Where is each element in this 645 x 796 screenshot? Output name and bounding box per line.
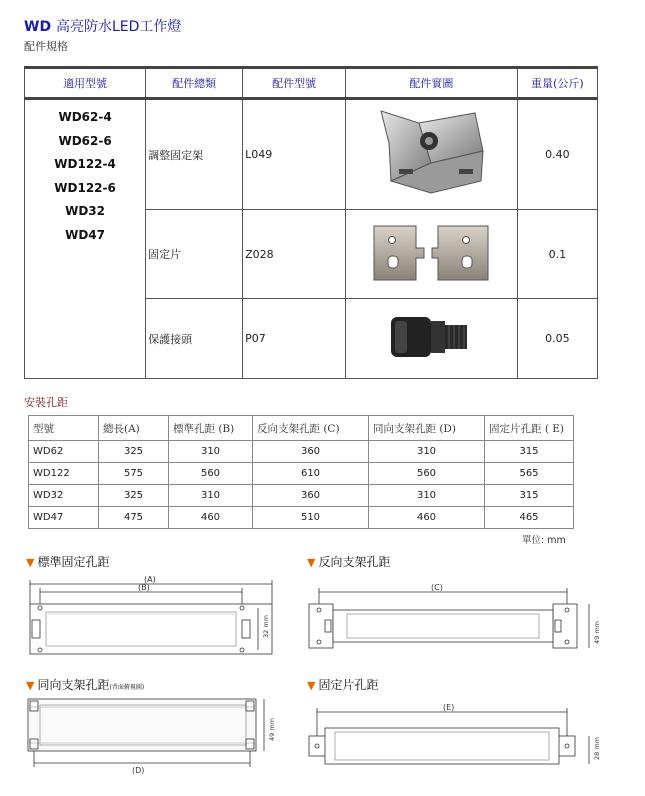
col-header-image: 配件實圖 (346, 68, 517, 99)
cell: 310 (369, 485, 485, 507)
table-row (29, 507, 574, 529)
adjustable-bracket-photo (346, 99, 517, 210)
diagram-title: 反向支架孔距 (318, 555, 391, 569)
col-header: 固定片孔距 ( E) (485, 416, 574, 441)
model-name: WD122-4 (54, 157, 116, 171)
dim-label-e: (E) (443, 703, 455, 712)
weight-cell: 0.40 (517, 99, 597, 210)
col-header: 標準孔距 (B) (169, 416, 253, 441)
adjustable-bracket-icon (371, 103, 491, 203)
install-section-title: 安裝孔距 (24, 396, 68, 409)
cell: 575 (99, 463, 169, 485)
cell: 360 (253, 441, 369, 463)
triangle-down-icon: ▼ (307, 679, 316, 692)
page-title (24, 16, 181, 36)
weight-cell: 0.05 (517, 299, 597, 379)
height-dim-label: 49 mm (268, 717, 276, 741)
cell: 310 (169, 441, 253, 463)
cell: 310 (169, 485, 253, 507)
model-name: WD47 (65, 227, 106, 242)
table-row (29, 463, 574, 485)
part-no-cell: Z028 (243, 210, 346, 299)
height-dim-label: 28 mm (593, 736, 601, 760)
cell: 315 (485, 485, 574, 507)
triangle-down-icon: ▼ (26, 556, 35, 569)
fixing-plate-icon (366, 218, 496, 288)
col-header: 反向支架孔距 (C) (253, 416, 369, 441)
col-header-category: 配件總類 (146, 68, 243, 99)
col-header-models: 適用型號 (25, 68, 146, 99)
cell: 610 (253, 463, 369, 485)
models-cell (25, 99, 146, 379)
diagram-title: 固定片孔距 (318, 678, 379, 692)
cell: 325 (99, 441, 169, 463)
cell: 565 (485, 463, 574, 485)
table-row (29, 441, 574, 463)
parts-table (24, 66, 598, 379)
diagram-title: 標準固定孔距 (37, 555, 110, 569)
cell: 475 (99, 507, 169, 529)
cell: WD47 (29, 507, 99, 529)
diagram-title: 同向支架孔距 (37, 678, 110, 692)
category-cell: 調整固定架 (146, 99, 243, 210)
cell: 460 (169, 507, 253, 529)
same-direction-bracket-diagram (26, 695, 286, 775)
cable-gland-icon (381, 307, 481, 367)
cell: 310 (369, 441, 485, 463)
model-name: WD32 (65, 204, 106, 218)
cell: 560 (169, 463, 253, 485)
fixing-plate-diagram (305, 702, 605, 774)
dim-label-d: (D) (132, 766, 145, 775)
cell: 560 (369, 463, 485, 485)
cell: 465 (485, 507, 574, 529)
part-no-cell: L049 (243, 99, 346, 210)
cell: WD32 (29, 485, 99, 507)
install-table (28, 415, 574, 529)
standard-mount-diagram (26, 572, 276, 667)
dim-label-c: (C) (431, 583, 443, 592)
weight-cell: 0.1 (517, 210, 597, 299)
col-header: 同向支架孔距 (D) (369, 416, 485, 441)
category-cell: 固定片 (146, 210, 243, 299)
section-subtitle: 配件規格 (24, 40, 68, 53)
part-no-cell: P07 (243, 299, 346, 379)
reverse-bracket-diagram (305, 580, 605, 660)
category-cell: 保護接頭 (146, 299, 243, 379)
cell: WD62 (29, 441, 99, 463)
model-name: WD62-4 (58, 110, 112, 124)
triangle-down-icon: ▼ (307, 556, 316, 569)
col-header-weight: 重量(公斤) (517, 68, 597, 99)
table-row (29, 485, 574, 507)
cell: WD122 (29, 463, 99, 485)
diagram-heading (307, 676, 378, 693)
diagram-heading (307, 553, 390, 570)
cell: 325 (99, 485, 169, 507)
table-row (25, 99, 598, 210)
model-name: WD62-6 (58, 133, 112, 148)
diagram-heading (26, 553, 109, 570)
col-header: 總長(A) (99, 416, 169, 441)
height-dim-label: 49 mm (593, 620, 601, 644)
height-dim-label: 32 mm (262, 614, 270, 638)
brand-label: WD (24, 19, 52, 35)
dim-label-a: (A) (144, 575, 156, 584)
product-title: 高亮防水LED工作燈 (55, 19, 182, 35)
col-header: 型號 (29, 416, 99, 441)
cell: 510 (253, 507, 369, 529)
cell: 360 (253, 485, 369, 507)
cell: 315 (485, 441, 574, 463)
cable-gland-photo (346, 299, 517, 379)
model-name: WD122-6 (54, 180, 116, 195)
dim-label-b: (B) (138, 583, 150, 592)
cell: 460 (369, 507, 485, 529)
unit-label: 單位: mm (522, 535, 566, 546)
diagram-note: (背面俯視圖) (109, 684, 145, 691)
diagram-heading (26, 676, 144, 693)
fixing-plate-photo (346, 210, 517, 299)
col-header-part-no: 配件型號 (243, 68, 346, 99)
triangle-down-icon: ▼ (26, 679, 35, 692)
